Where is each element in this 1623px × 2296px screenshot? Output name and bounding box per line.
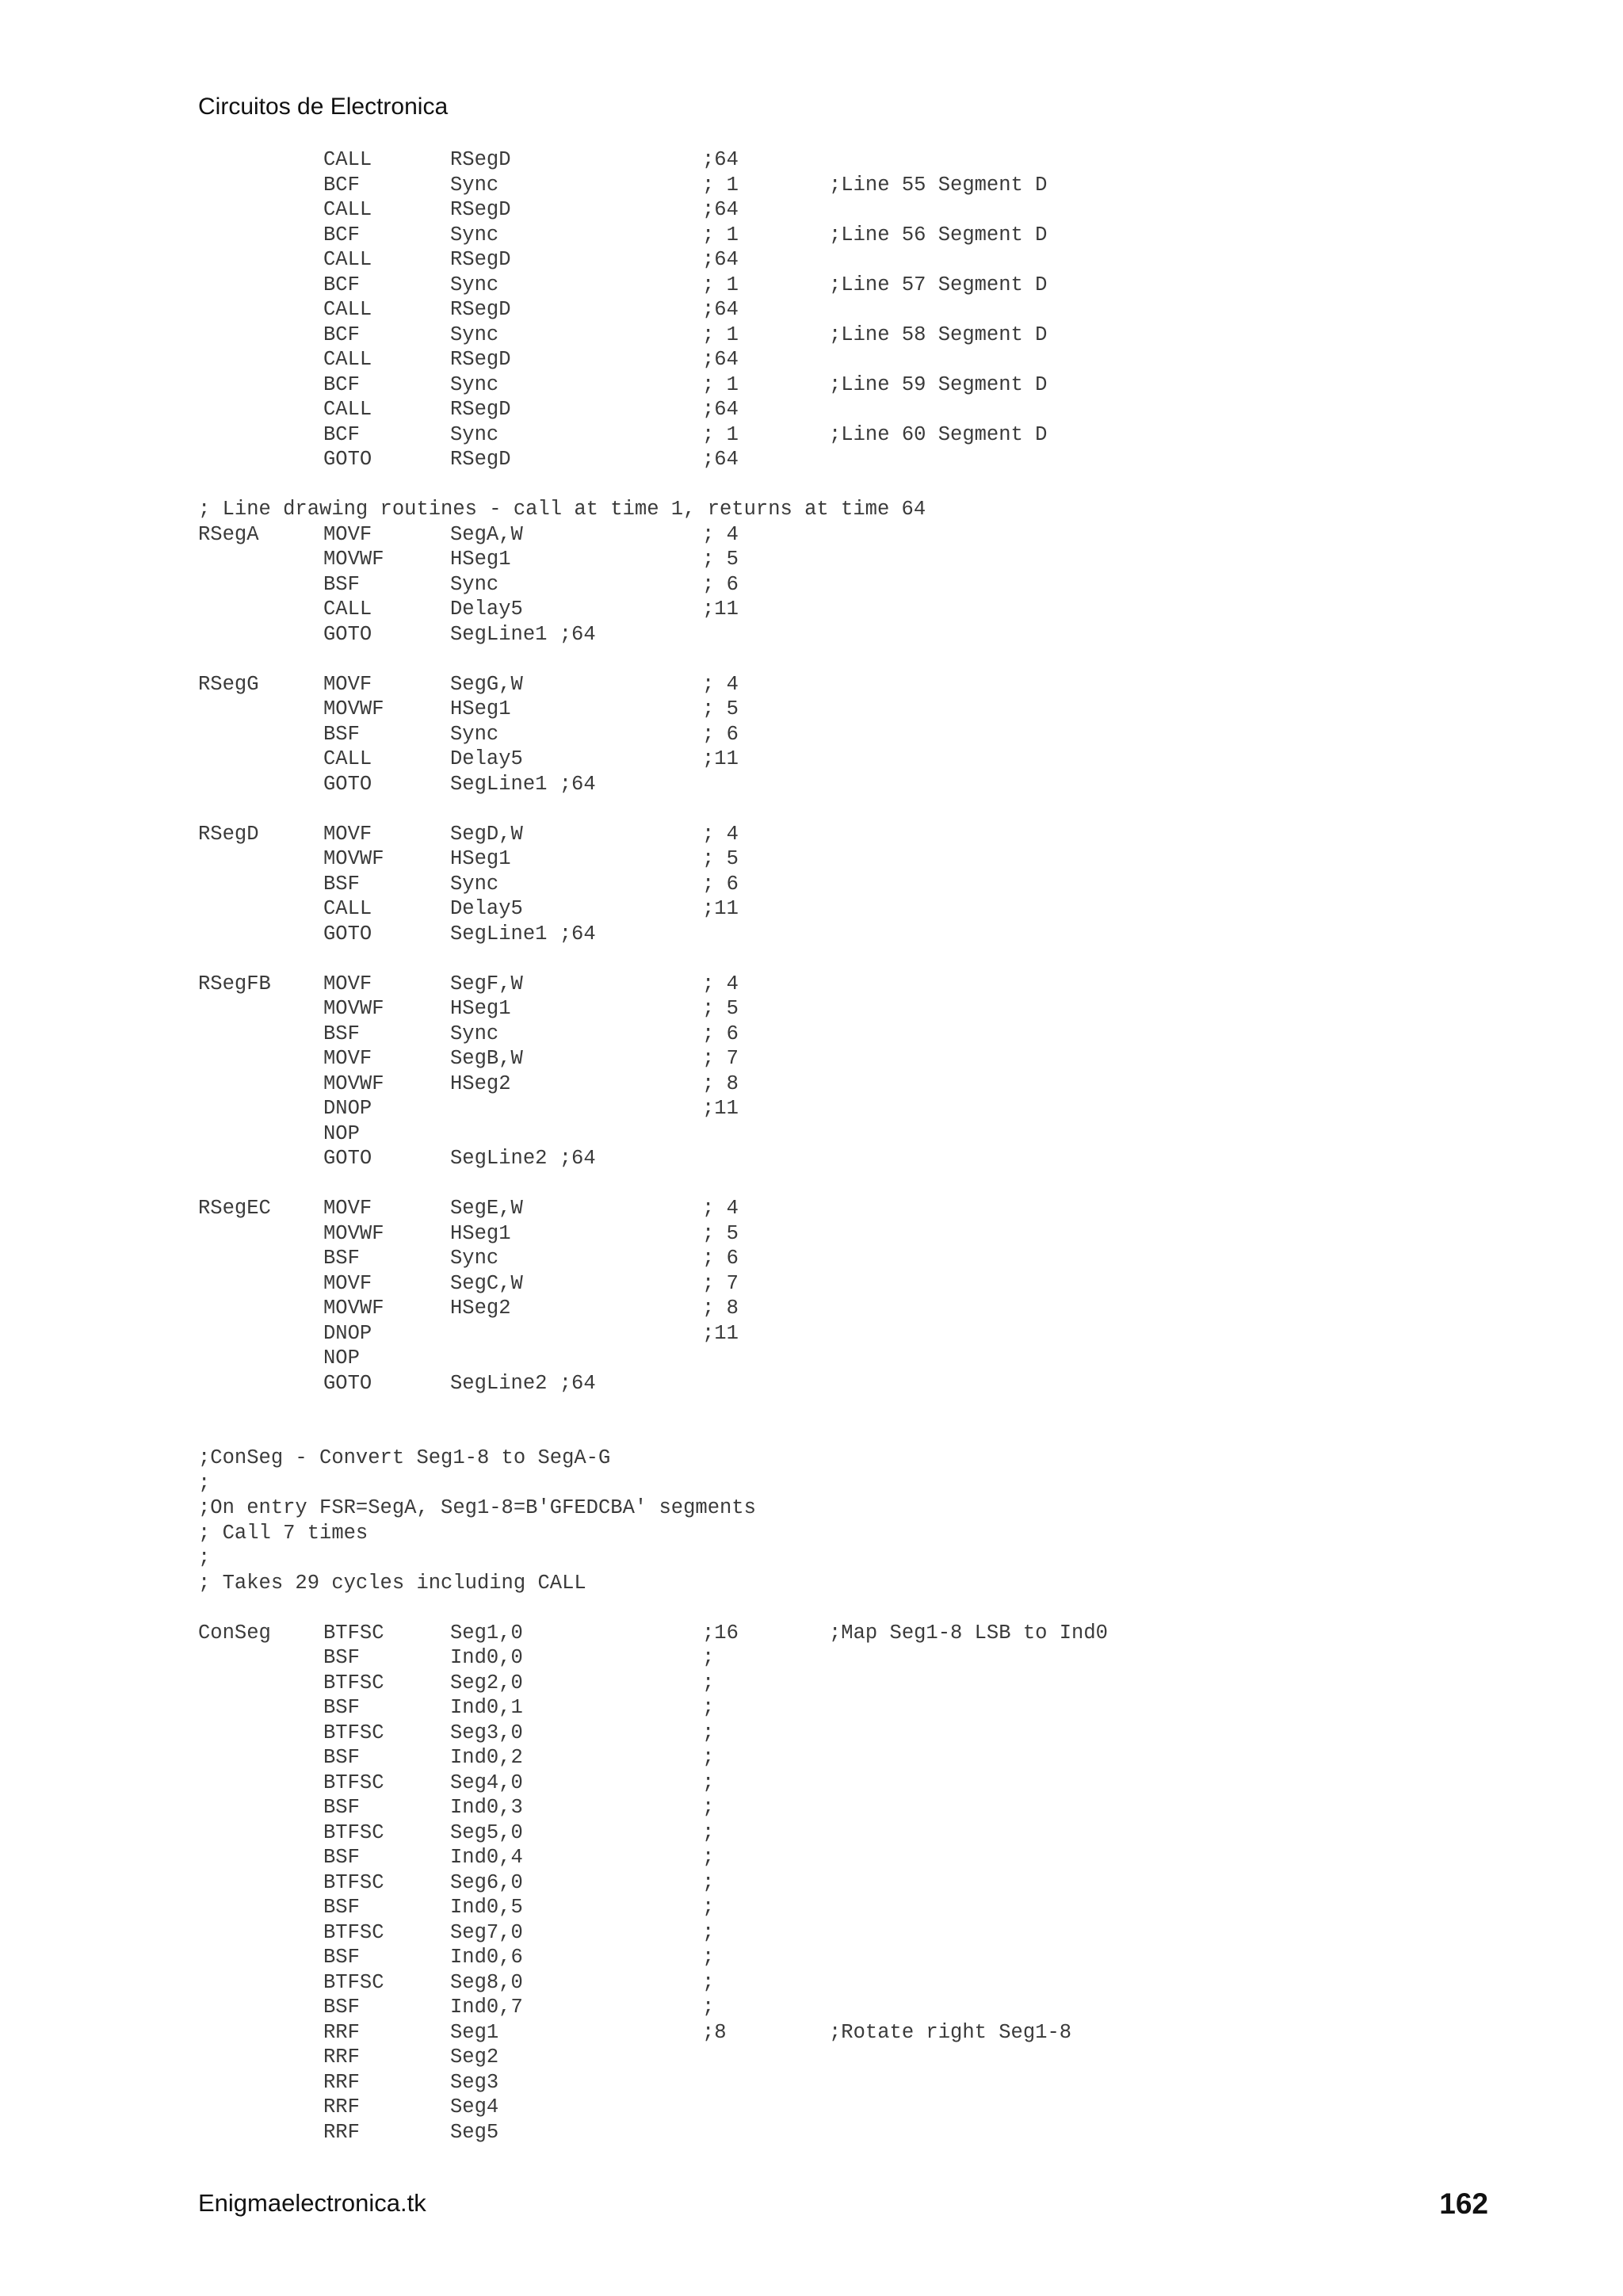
code-note-comment: ;Map Seg1-8 LSB to Ind0 (829, 1621, 1108, 1645)
code-opcode: BSF (323, 1996, 360, 2019)
code-comment-line: ;ConSeg - Convert Seg1-8 to SegA-G (198, 1446, 611, 1469)
code-note-comment: ;Line 58 Segment D (829, 323, 1048, 346)
code-opcode: BSF (323, 872, 360, 896)
code-opcode: BCF (323, 223, 360, 246)
code-operand: HSeg1 (450, 997, 511, 1020)
code-opcode: GOTO (323, 622, 372, 646)
code-operand: Ind0,7 (450, 1996, 523, 2019)
code-cycle-comment: ;16 (702, 1621, 739, 1645)
code-opcode: BSF (323, 1896, 360, 1919)
code-opcode: BSF (323, 1247, 360, 1270)
code-cycle-comment: ; 5 (702, 548, 739, 571)
code-cycle-comment: ; 4 (702, 822, 739, 846)
code-operand: Ind0,0 (450, 1646, 523, 1669)
code-operand: RSegD (450, 198, 511, 221)
code-cycle-comment: ;64 (702, 448, 739, 471)
code-cycle-comment: ; 7 (702, 1271, 739, 1295)
code-label: ConSeg (198, 1621, 271, 1645)
code-cycle-comment: ;8 (702, 2020, 727, 2044)
code-opcode: MOVWF (323, 697, 384, 720)
code-operand: Delay5 (450, 598, 523, 621)
code-opcode: MOVWF (323, 548, 384, 571)
code-operand: Seg5,0 (450, 1820, 523, 1844)
code-note-comment: ;Line 59 Segment D (829, 372, 1048, 396)
code-operand: RSegD (450, 298, 511, 321)
code-cycle-comment: ; 4 (702, 522, 739, 546)
code-cycle-comment: ; (702, 1746, 715, 1769)
code-operand: SegLine2 ;64 (450, 1147, 596, 1170)
code-opcode: MOVWF (323, 1221, 384, 1245)
code-label: RSegFB (198, 972, 271, 995)
code-operand: Sync (450, 872, 499, 896)
code-operand: RSegD (450, 348, 511, 371)
code-cycle-comment: ; 1 (702, 422, 739, 446)
code-operand: HSeg1 (450, 548, 511, 571)
code-cycle-comment: ; (702, 1721, 715, 1744)
code-cycle-comment: ; (702, 1796, 715, 1819)
code-operand: Sync (450, 323, 499, 346)
code-operand: SegG,W (450, 672, 523, 696)
code-operand: Sync (450, 372, 499, 396)
code-operand: Sync (450, 1247, 499, 1270)
code-cycle-comment: ;11 (702, 897, 739, 920)
code-opcode: CALL (323, 298, 372, 321)
code-operand: Sync (450, 422, 499, 446)
code-opcode: BSF (323, 1846, 360, 1869)
code-operand: Seg4,0 (450, 1771, 523, 1794)
code-cycle-comment: ; 6 (702, 572, 739, 596)
code-cycle-comment: ; (702, 1671, 715, 1694)
code-comment-line: ; (198, 1546, 211, 1569)
code-cycle-comment: ;64 (702, 398, 739, 421)
code-operand: Seg2 (450, 2046, 499, 2069)
code-opcode: MOVF (323, 672, 372, 696)
code-comment-line: ; Call 7 times (198, 1521, 369, 1545)
code-label: RSegG (198, 672, 259, 696)
code-note-comment: ;Line 60 Segment D (829, 422, 1048, 446)
code-opcode: GOTO (323, 448, 372, 471)
page-header-title: Circuitos de Electronica (198, 94, 449, 120)
code-opcode: MOVF (323, 1047, 372, 1070)
code-operand: Ind0,5 (450, 1896, 523, 1919)
code-operand: Sync (450, 722, 499, 746)
code-operand: Sync (450, 273, 499, 296)
code-opcode: BTFSC (323, 1771, 384, 1794)
code-operand: RSegD (450, 148, 511, 171)
code-cycle-comment: ; 8 (702, 1072, 739, 1095)
code-cycle-comment: ; (702, 1771, 715, 1794)
code-opcode: BTFSC (323, 1671, 384, 1694)
code-operand: SegB,W (450, 1047, 523, 1070)
code-operand: SegD,W (450, 822, 523, 846)
code-operand: SegF,W (450, 972, 523, 995)
code-operand: Seg8,0 (450, 1970, 523, 1994)
code-opcode: BSF (323, 1022, 360, 1045)
code-cycle-comment: ; 5 (702, 997, 739, 1020)
code-opcode: CALL (323, 398, 372, 421)
code-opcode: CALL (323, 198, 372, 221)
code-opcode: BTFSC (323, 1920, 384, 1944)
code-opcode: BTFSC (323, 1621, 384, 1645)
code-opcode: GOTO (323, 1371, 372, 1395)
code-cycle-comment: ; 5 (702, 697, 739, 720)
code-operand: Sync (450, 173, 499, 197)
code-cycle-comment: ; 4 (702, 672, 739, 696)
code-operand: Seg1 (450, 2020, 499, 2044)
code-opcode: MOVWF (323, 1072, 384, 1095)
code-operand: RSegD (450, 248, 511, 271)
code-opcode: RRF (323, 2070, 360, 2094)
code-cycle-comment: ;11 (702, 1097, 739, 1120)
code-cycle-comment: ; 5 (702, 1221, 739, 1245)
code-operand: Delay5 (450, 897, 523, 920)
code-label: RSegD (198, 822, 259, 846)
code-label: RSegEC (198, 1197, 271, 1220)
code-operand: SegA,W (450, 522, 523, 546)
code-operand: Ind0,6 (450, 1946, 523, 1969)
code-opcode: CALL (323, 248, 372, 271)
code-opcode: BTFSC (323, 1721, 384, 1744)
code-cycle-comment: ;64 (702, 148, 739, 171)
code-opcode: DNOP (323, 1321, 372, 1345)
code-comment-line: ; (198, 1471, 211, 1495)
code-label: RSegA (198, 522, 259, 546)
code-opcode: BCF (323, 422, 360, 446)
code-cycle-comment: ; 1 (702, 273, 739, 296)
code-opcode: BSF (323, 1946, 360, 1969)
code-opcode: BCF (323, 372, 360, 396)
code-cycle-comment: ; (702, 1646, 715, 1669)
code-opcode: CALL (323, 148, 372, 171)
code-cycle-comment: ; (702, 1846, 715, 1869)
code-opcode: GOTO (323, 772, 372, 796)
code-note-comment: ;Line 57 Segment D (829, 273, 1048, 296)
code-opcode: NOP (323, 1121, 360, 1145)
code-operand: RSegD (450, 398, 511, 421)
code-cycle-comment: ;64 (702, 348, 739, 371)
code-opcode: MOVWF (323, 997, 384, 1020)
code-operand: Delay5 (450, 747, 523, 770)
code-operand: Seg1,0 (450, 1621, 523, 1645)
code-opcode: CALL (323, 598, 372, 621)
page-number: 162 (1439, 2187, 1488, 2220)
code-opcode: BSF (323, 1696, 360, 1719)
code-opcode: GOTO (323, 922, 372, 946)
code-comment-line: ;On entry FSR=SegA, Seg1-8=B'GFEDCBA' segments (198, 1496, 756, 1519)
code-operand: SegE,W (450, 1197, 523, 1220)
code-cycle-comment: ; (702, 1996, 715, 2019)
code-opcode: BTFSC (323, 1820, 384, 1844)
code-opcode: CALL (323, 897, 372, 920)
code-cycle-comment: ; 1 (702, 323, 739, 346)
code-cycle-comment: ; 1 (702, 173, 739, 197)
code-operand: SegLine1 ;64 (450, 622, 596, 646)
code-operand: Seg7,0 (450, 1920, 523, 1944)
code-operand: Seg3 (450, 2070, 499, 2094)
code-opcode: MOVF (323, 522, 372, 546)
code-opcode: RRF (323, 2120, 360, 2144)
code-opcode: BSF (323, 1796, 360, 1819)
code-operand: SegLine1 ;64 (450, 772, 596, 796)
code-operand: Ind0,2 (450, 1746, 523, 1769)
code-cycle-comment: ; 6 (702, 1022, 739, 1045)
code-opcode: MOVF (323, 1271, 372, 1295)
code-opcode: RRF (323, 2046, 360, 2069)
code-cycle-comment: ; (702, 1920, 715, 1944)
code-opcode: BCF (323, 273, 360, 296)
code-comment-line: ; Takes 29 cycles including CALL (198, 1571, 586, 1595)
code-operand: HSeg2 (450, 1297, 511, 1320)
code-opcode: MOVF (323, 1197, 372, 1220)
code-comment-line: ; Line drawing routines - call at time 1, returns at time 64 (198, 498, 926, 521)
footer-site-name: Enigmaelectronica.tk (198, 2189, 426, 2217)
code-opcode: BSF (323, 1646, 360, 1669)
code-cycle-comment: ; (702, 1946, 715, 1969)
code-opcode: RRF (323, 2095, 360, 2118)
code-cycle-comment: ;64 (702, 198, 739, 221)
code-cycle-comment: ; 7 (702, 1047, 739, 1070)
code-operand: Seg2,0 (450, 1671, 523, 1694)
code-operand: Sync (450, 572, 499, 596)
code-operand: Seg5 (450, 2120, 499, 2144)
code-operand: HSeg2 (450, 1072, 511, 1095)
code-opcode: BTFSC (323, 1970, 384, 1994)
code-cycle-comment: ; 5 (702, 847, 739, 870)
code-note-comment: ;Line 55 Segment D (829, 173, 1048, 197)
code-opcode: BSF (323, 722, 360, 746)
code-cycle-comment: ; 4 (702, 1197, 739, 1220)
code-cycle-comment: ;11 (702, 1321, 739, 1345)
code-opcode: RRF (323, 2020, 360, 2044)
code-operand: Ind0,4 (450, 1846, 523, 1869)
code-cycle-comment: ; (702, 1970, 715, 1994)
code-cycle-comment: ;64 (702, 298, 739, 321)
code-operand: Seg4 (450, 2095, 499, 2118)
code-opcode: BSF (323, 1746, 360, 1769)
code-note-comment: ;Rotate right Seg1-8 (829, 2020, 1072, 2044)
code-operand: Seg3,0 (450, 1721, 523, 1744)
code-opcode: MOVWF (323, 847, 384, 870)
code-opcode: NOP (323, 1347, 360, 1370)
code-note-comment: ;Line 56 Segment D (829, 223, 1048, 246)
code-opcode: BCF (323, 173, 360, 197)
code-cycle-comment: ;64 (702, 248, 739, 271)
code-opcode: MOVF (323, 822, 372, 846)
code-cycle-comment: ; (702, 1896, 715, 1919)
code-operand: SegC,W (450, 1271, 523, 1295)
code-cycle-comment: ; 8 (702, 1297, 739, 1320)
code-operand: HSeg1 (450, 1221, 511, 1245)
code-operand: Sync (450, 1022, 499, 1045)
code-operand: SegLine1 ;64 (450, 922, 596, 946)
code-opcode: MOVF (323, 972, 372, 995)
code-cycle-comment: ; 1 (702, 372, 739, 396)
code-operand: HSeg1 (450, 847, 511, 870)
code-cycle-comment: ; (702, 1696, 715, 1719)
code-opcode: BSF (323, 572, 360, 596)
code-opcode: BTFSC (323, 1870, 384, 1894)
code-operand: Sync (450, 223, 499, 246)
code-opcode: CALL (323, 348, 372, 371)
code-cycle-comment: ; 4 (702, 972, 739, 995)
code-opcode: CALL (323, 747, 372, 770)
code-operand: SegLine2 ;64 (450, 1371, 596, 1395)
code-cycle-comment: ; (702, 1870, 715, 1894)
code-opcode: DNOP (323, 1097, 372, 1120)
code-opcode: BCF (323, 323, 360, 346)
code-cycle-comment: ; 6 (702, 722, 739, 746)
code-operand: Ind0,1 (450, 1696, 523, 1719)
code-cycle-comment: ;11 (702, 598, 739, 621)
code-operand: Ind0,3 (450, 1796, 523, 1819)
code-cycle-comment: ; 6 (702, 1247, 739, 1270)
code-cycle-comment: ;11 (702, 747, 739, 770)
code-opcode: GOTO (323, 1147, 372, 1170)
code-cycle-comment: ; (702, 1820, 715, 1844)
code-operand: Seg6,0 (450, 1870, 523, 1894)
code-cycle-comment: ; 1 (702, 223, 739, 246)
code-cycle-comment: ; 6 (702, 872, 739, 896)
code-opcode: MOVWF (323, 1297, 384, 1320)
code-operand: HSeg1 (450, 697, 511, 720)
code-operand: RSegD (450, 448, 511, 471)
